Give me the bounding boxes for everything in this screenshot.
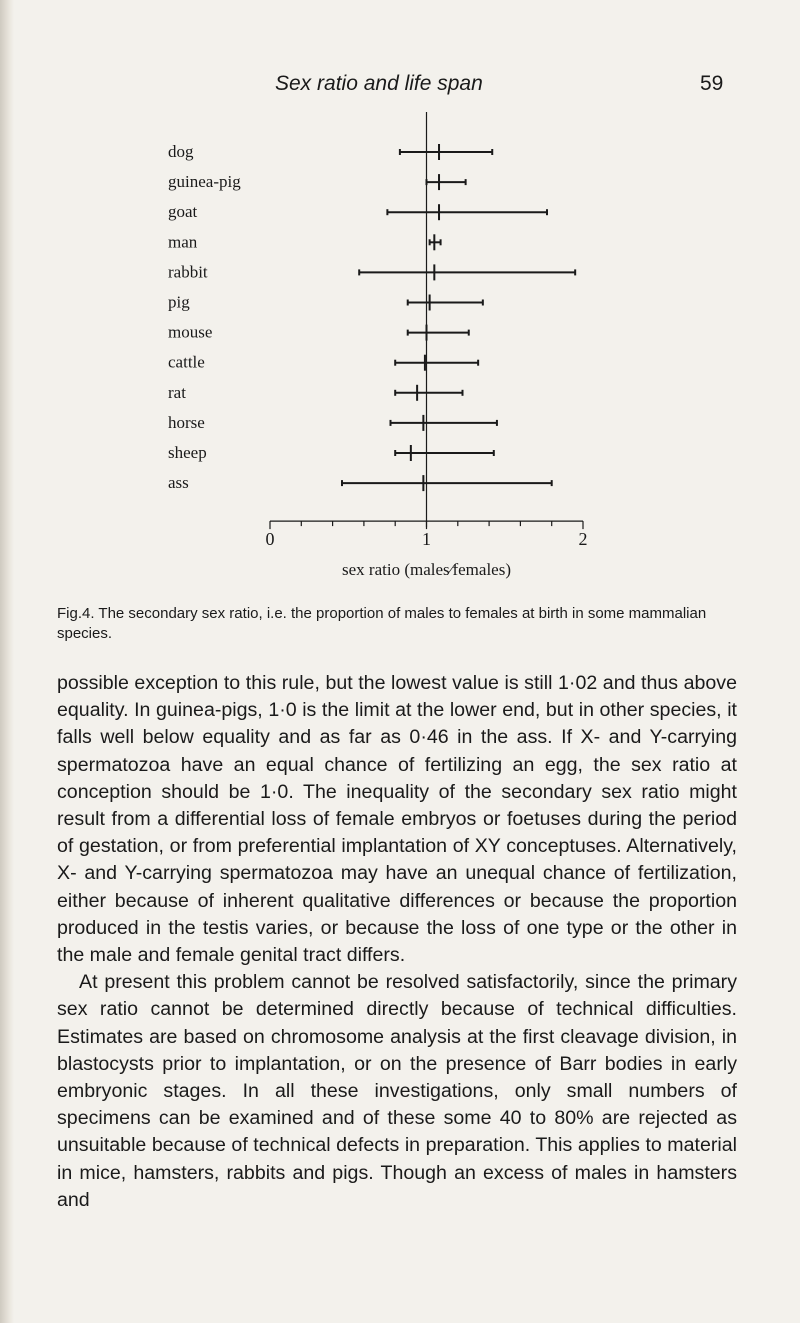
running-title: Sex ratio and life span (275, 72, 483, 95)
page-header (0, 72, 800, 102)
species-label: rabbit (168, 262, 208, 282)
page-number: 59 (700, 72, 724, 95)
species-label: man (168, 232, 198, 252)
species-label: pig (168, 292, 190, 312)
paragraph-2: At present this problem cannot be resolved satisfactorily, since the primary sex ratio cannot be determined directly because of technical difficulties. Estimates are based on chromosome analysis at the first cleavage division, in blastocysts prior to implantation, or on the presence of Barr bodies in early embryonic stages. In all these investigations, only small numbers of specimens can be examined and of these some 40 to 80% are rejected as unsuitable because of technical defects in preparation. This applies to material in mice, hamsters, rabbits and pigs. Though an excess of males in hamsters and (57, 971, 737, 1211)
species-label: rat (168, 382, 186, 402)
x-tick-label: 0 (265, 529, 275, 550)
x-tick-label: 2 (578, 529, 588, 550)
species-label: horse (168, 412, 205, 432)
x-axis-label: sex ratio (males⁄females) (342, 560, 511, 580)
species-label: goat (168, 202, 198, 222)
sex-ratio-range-chart (0, 110, 800, 595)
species-label: ass (168, 473, 189, 493)
figure-caption: Fig.4. The secondary sex ratio, i.e. the proportion of males to females at birth in some mammalian species. (57, 605, 707, 642)
body-text (57, 670, 737, 1214)
paragraph-1: possible exception to this rule, but the lowest value is still 1·02 and thus above equality. In guinea-pigs, 1·0 is the limit at the lower end, but in other species, it falls well below equality and as far as 0·46 in the ass. If X- and Y-carrying spermatozoa have an equal chance of fertilizing an egg, the sex ratio at conception should be 1·0. The inequality of the secondary sex ratio might result from a differential loss of female embryos or foetuses during the period of gestation, or from preferential implantation of XY conceptuses. Alternatively, X- and Y-carrying spermatozoa may have an unequal chance of fertilization, either because of inherent qualitative differences or because the proportion produced in the testis varies, or because the loss of one type or the other in the male and female genital tract differs. (57, 672, 737, 967)
species-label: mouse (168, 322, 213, 342)
species-label: guinea-pig (168, 172, 241, 192)
species-label: sheep (168, 443, 207, 462)
species-label: cattle (168, 352, 205, 372)
x-tick-label: 1 (422, 529, 431, 550)
species-label: dog (168, 142, 194, 161)
